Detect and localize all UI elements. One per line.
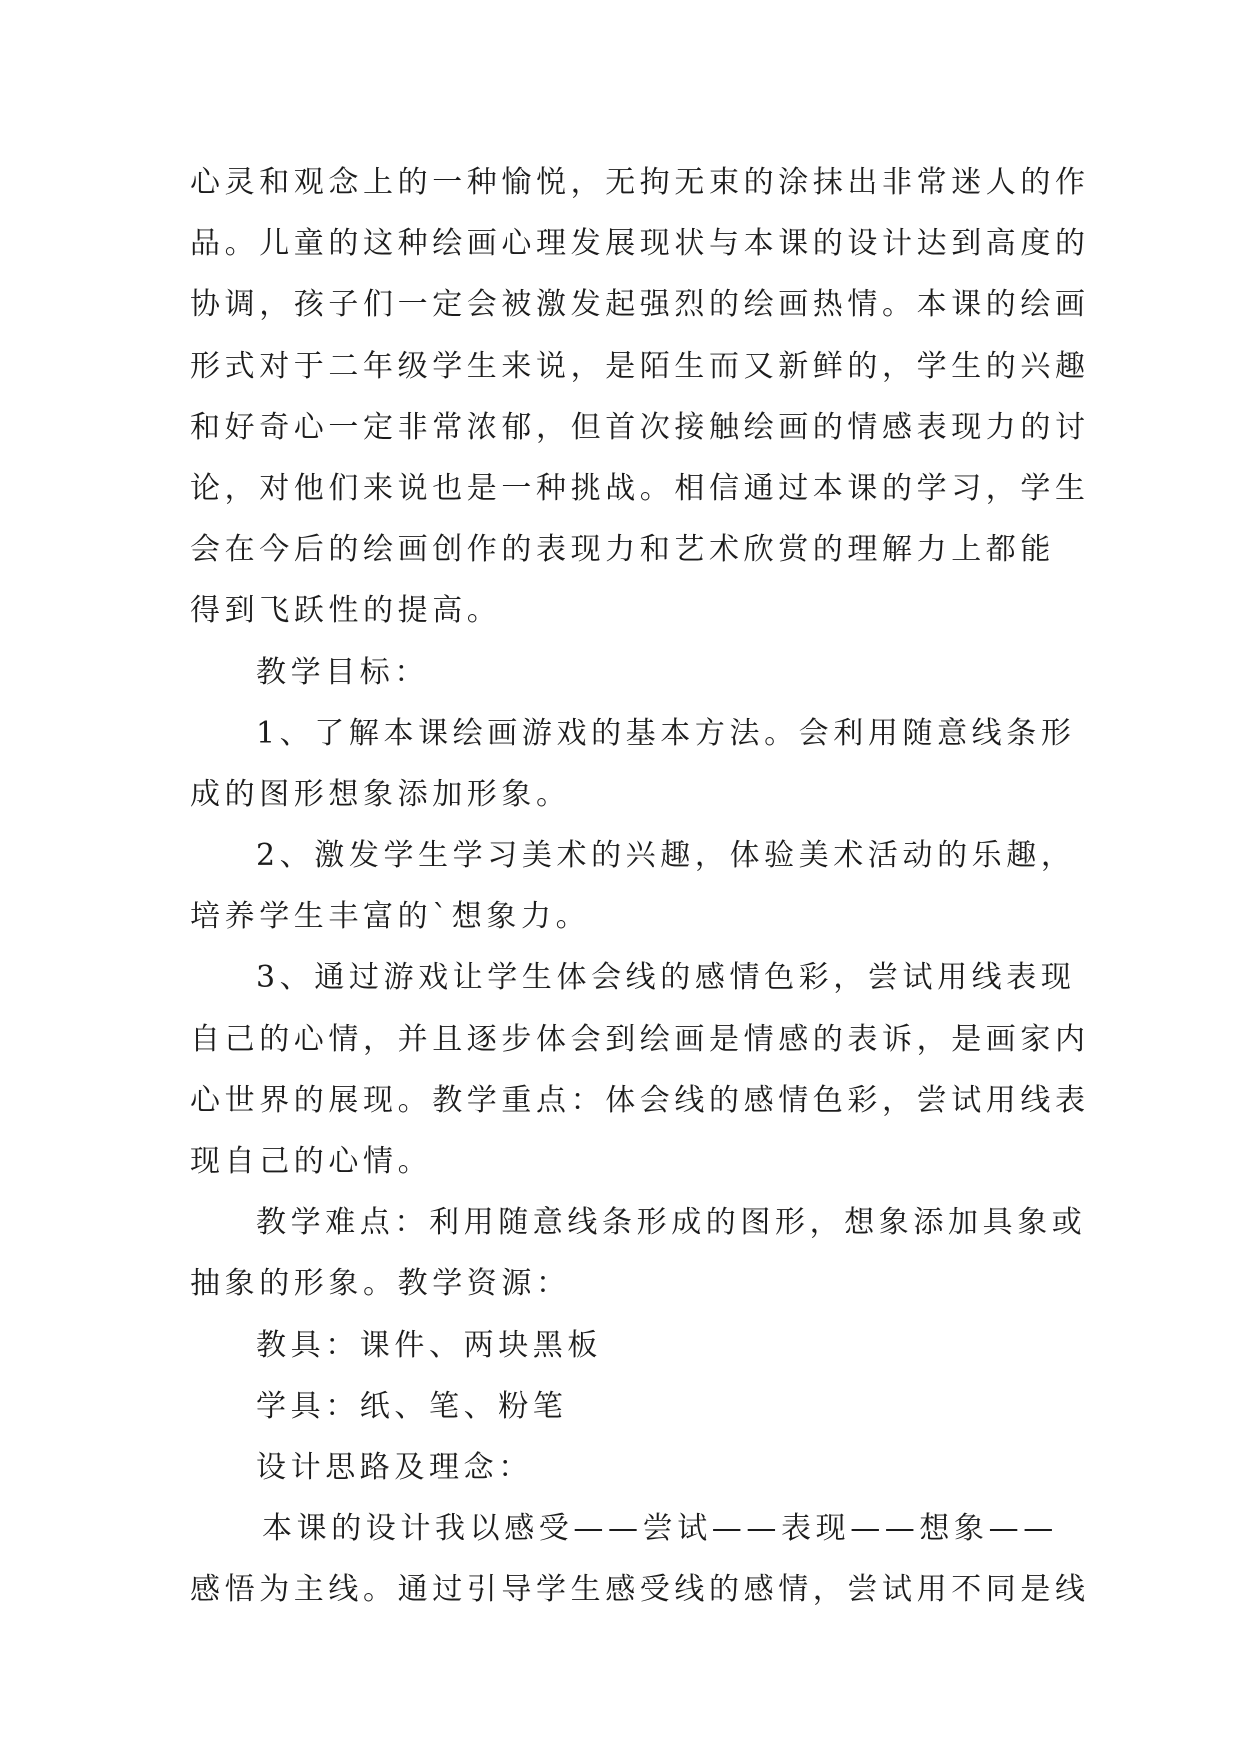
teaching-aids: 教具：课件、两块黑板 xyxy=(256,1327,602,1363)
text-line-4: 形式对于二年级学生来说，是陌生而又新鲜的，学生的兴趣 xyxy=(190,348,1090,384)
design-paragraph-line-1: 本课的设计我以感受——尝试——表现——想象—— xyxy=(262,1511,1058,1547)
text-line-7: 会在今后的绘画创作的表现力和艺术欣赏的理解力上都能 xyxy=(190,532,1055,568)
text-line-3: 协调，孩子们一定会被激发起强烈的绘画热情。本课的绘画 xyxy=(190,287,1090,323)
goal-item-2: 2、激发学生学习美术的兴趣，体验美术活动的乐趣， xyxy=(256,838,1076,874)
goal-item-3-cont-2: 心世界的展现。教学重点：体会线的感情色彩，尝试用线表 xyxy=(190,1082,1090,1118)
goal-item-3: 3、通过游戏让学生体会线的感情色彩，尝试用线表现 xyxy=(256,960,1076,996)
teaching-difficulty: 教学难点：利用随意线条形成的图形，想象添加具象或 xyxy=(256,1205,1087,1241)
teaching-difficulty-cont: 抽象的形象。教学资源： xyxy=(190,1266,571,1302)
text-line-5: 和好奇心一定非常浓郁，但首次接触绘画的情感表现力的讨 xyxy=(190,409,1090,445)
design-paragraph-line-2: 感悟为主线。通过引导学生感受线的感情，尝试用不同是线 xyxy=(190,1572,1090,1608)
section-heading-design: 设计思路及理念： xyxy=(256,1449,533,1485)
student-supplies: 学具：纸、笔、粉笔 xyxy=(256,1388,568,1424)
goal-item-3-cont-3: 现自己的心情。 xyxy=(190,1144,433,1179)
text-line-2: 品。儿童的这种绘画心理发展现状与本课的设计达到高度的 xyxy=(190,226,1090,262)
body-text xyxy=(190,152,1090,1621)
text-line-6: 论，对他们来说也是一种挑战。相信通过本课的学习，学生 xyxy=(190,470,1090,506)
text-line-1: 心灵和观念上的一种愉悦，无拘无束的涂抹出非常迷人的作 xyxy=(190,165,1090,200)
goal-item-3-cont-1: 自己的心情，并且逐步体会到绘画是情感的表诉，是画家内 xyxy=(190,1021,1090,1057)
text-line-8: 得到飞跃性的提高。 xyxy=(190,593,502,629)
goal-item-1-cont: 成的图形想象添加形象。 xyxy=(190,776,571,812)
section-heading-teaching-goals: 教学目标： xyxy=(256,654,429,690)
goal-item-2-cont: 培养学生丰富的`想象力。 xyxy=(190,899,591,935)
goal-item-1: 1、了解本课绘画游戏的基本方法。会利用随意线条形 xyxy=(256,715,1076,751)
